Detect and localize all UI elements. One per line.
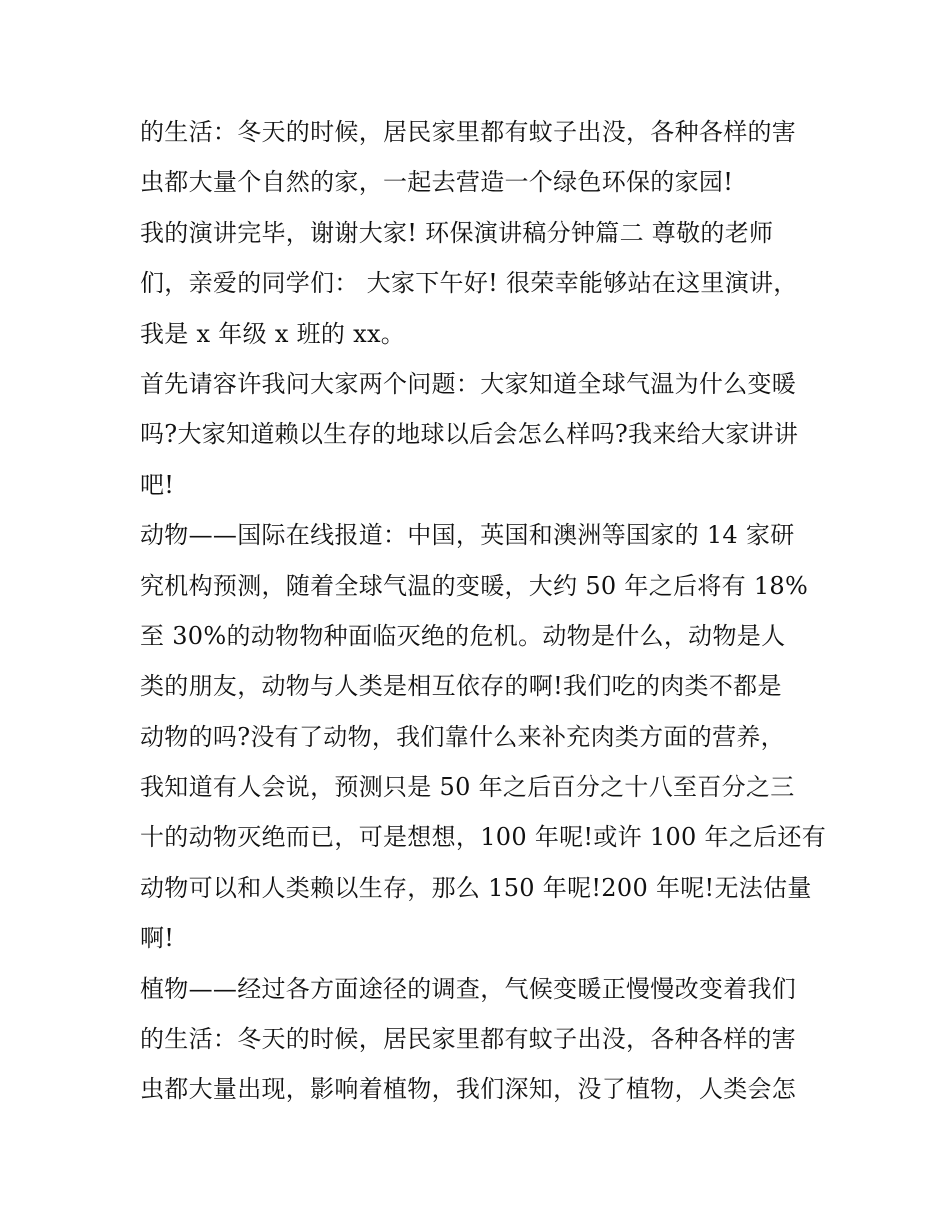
text-line: 吗?大家知道赖以生存的地球以后会怎么样吗?我来给大家讲讲 [140, 420, 799, 449]
text-line: 我知道有人会说，预测只是 50 年之后百分之十八至百分之三 [140, 773, 795, 802]
text-line: 至 30%的动物物种面临灭绝的危机。动物是什么，动物是人 [140, 621, 786, 650]
text-line: 虫都大量出现，影响着植物，我们深知，没了植物，人类会怎 [140, 1075, 797, 1104]
text-line: 的生活：冬天的时候，居民家里都有蚊子出没，各种各样的害 [140, 1025, 797, 1054]
text-line: 我是 x 年级 x 班的 xx。 [140, 319, 406, 348]
text-line: 究机构预测，随着全球气温的变暖，大约 50 年之后将有 18% [140, 571, 809, 600]
text-line: 动物——国际在线报道：中国，英国和澳洲等国家的 14 家研 [140, 521, 795, 550]
text-line: 吧! [140, 470, 175, 499]
text-line: 的生活：冬天的时候，居民家里都有蚊子出没，各种各样的害 [140, 118, 797, 146]
text-line: 植物——经过各方面途径的调查，气候变暖正慢慢改变着我们 [140, 974, 797, 1003]
text-line: 们，亲爱的同学们： 大家下午好! 很荣幸能够站在这里演讲， [140, 269, 798, 298]
text-line: 动物的吗?没有了动物，我们靠什么来补充肉类方面的营养， [140, 722, 785, 751]
text-line: 类的朋友，动物与人类是相互依存的啊!我们吃的肉类不都是 [140, 672, 782, 701]
text-line: 动物可以和人类赖以生存，那么 150 年呢!200 年呢!无法估量 [140, 873, 812, 902]
text-line: 虫都大量个自然的家，一起去营造一个绿色环保的家园! [140, 168, 734, 197]
text-line: 我的演讲完毕，谢谢大家! 环保演讲稿分钟篇二 尊敬的老师 [140, 218, 774, 247]
text-line: 首先请容许我问大家两个问题：大家知道全球气温为什么变暖 [140, 369, 797, 398]
body-text [140, 107, 830, 1115]
text-line: 十的动物灭绝而已，可是想想，100 年呢!或许 100 年之后还有 [140, 823, 827, 852]
text-line: 啊! [140, 924, 175, 953]
